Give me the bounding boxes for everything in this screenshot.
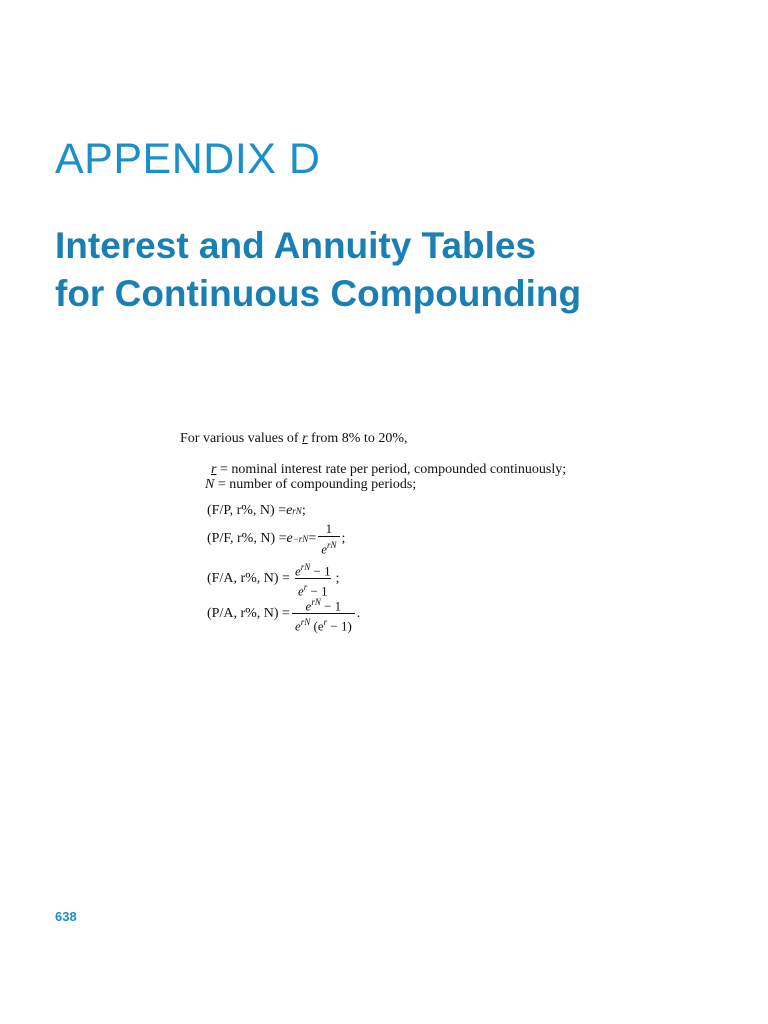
appendix-label: APPENDIX D [55, 135, 321, 183]
page-number: 638 [55, 909, 77, 924]
intro-variable: r [302, 431, 308, 446]
formula-pf: (P/F, r%, N) = e −rN = $\frac{1}{e^{rN}}$ ; [207, 521, 346, 557]
chapter-title-line-1: Interest and Annuity Tables [55, 225, 537, 266]
pf-fraction: $\frac{1}{e^{rN}}$ [318, 522, 339, 556]
chapter-title-line-2: for Continuous Compounding [55, 273, 582, 314]
chapter-title [55, 222, 581, 318]
definition-r: r = nominal interest rate per period, compounded continuously; [211, 462, 567, 477]
formula-pa: (P/A, r%, N) = $\frac{e^{rN} - 1}{e^{rN} (e^r - 1)}$ . [207, 597, 361, 634]
intro-sentence: For various values of r from 8% to 20%, [180, 431, 408, 446]
formula-fp: (F/P, r%, N) = e rN ; [207, 503, 306, 518]
formula-fa: (F/A, r%, N) = $\frac{e^{rN} - 1}{e^r - 1}$ ; [207, 562, 340, 599]
fa-fraction: $\frac{e^{rN} - 1}{e^r - 1}$ [294, 562, 331, 599]
definition-n: N = number of compounding periods; [205, 477, 417, 492]
pa-fraction: $\frac{e^{rN} - 1}{e^{rN} (e^r - 1)}$ [292, 595, 355, 634]
